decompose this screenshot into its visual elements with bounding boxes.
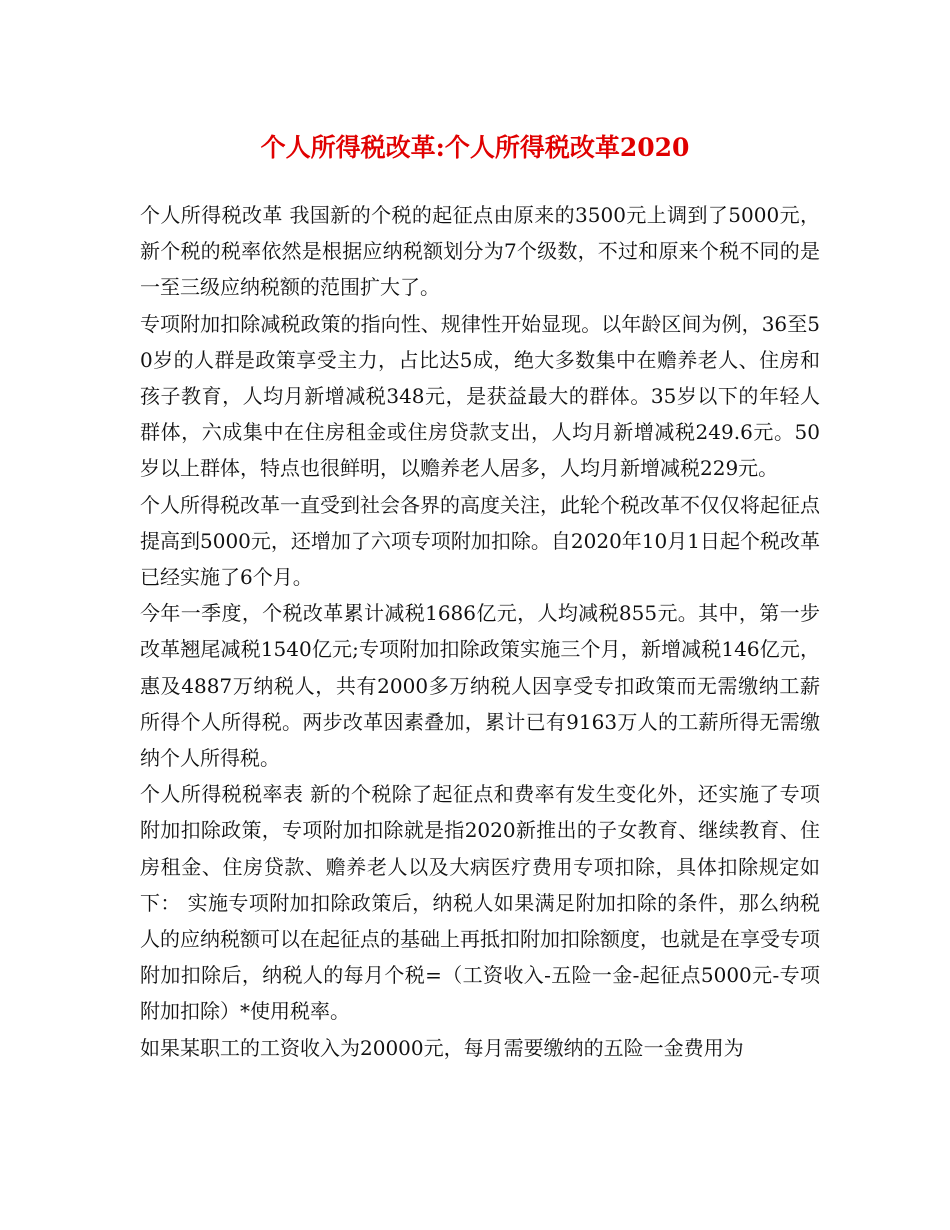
paragraph-tax-threshold: 个人所得税改革 我国新的个税的起征点由原来的3500元上调到了5000元，新个税的税率依然是根据应纳税额划分为7个级数，不过和原来个税不同的是一至三级应纳税额的范围扩大了。 xyxy=(140,203,820,300)
document-title: 个人所得税改革:个人所得税改革2020 xyxy=(260,133,690,162)
paragraph-example: 如果某职工的工资收入为20000元，每月需要缴纳的五险一金费用为 xyxy=(140,1035,744,1060)
document-body xyxy=(140,197,820,1066)
paragraph-reform-attention: 个人所得税改革一直受到社会各界的高度关注，此轮个税改革不仅仅将起征点提高到5000元，还增加了六项专项附加扣除。自2020年10月1日起个税改革已经实施了6个月。 xyxy=(140,492,820,590)
paragraph-special-deduction-age: 专项附加扣除减税政策的指向性、规律性开始显现。以年龄区间为例，36至50岁的人群是政策享受主力，占比达5成，绝大多数集中在赡养老人、住房和孩子教育，人均月新增减税348元，是获益最大的群体。35岁以下的年轻人群体，六成集中在住房租金或住房贷款支出，人均月新增减税249.6元。50岁以上群体，特点也很鲜明，以赡养老人居多，人均月新增减税229元。 xyxy=(140,311,820,481)
paragraph-first-quarter: 今年一季度，个税改革累计减税1686亿元，人均减税855元。其中，第一步改革翘尾减税1540亿元;专项附加扣除政策实施三个月，新增减税146亿元，惠及4887万纳税人，共有2000多万纳税人因享受专扣政策而无需缴纳工薪所得个人所得税。两步改革因素叠加，累计已有9163万人的工薪所得无需缴纳个人所得税。 xyxy=(140,601,820,771)
paragraph-tax-rate-table: 个人所得税税率表 新的个税除了起征点和费率有发生变化外，还实施了专项附加扣除政策，专项附加扣除就是指2020新推出的子女教育、继续教育、住房租金、住房贷款、赡养老人以及大病医疗费用专项扣除，具体扣除规定如下： 实施专项附加扣除政策后，纳税人如果满足附加扣除的条件，那么纳税人的应纳税额可以在起征点的基础上再抵扣附加扣除额度，也就是在享受专项附加扣除后，纳税人的每月个税=（工资收入-五险一金-起征点5000元-专项附加扣除）*使用税率。 xyxy=(140,782,820,1024)
